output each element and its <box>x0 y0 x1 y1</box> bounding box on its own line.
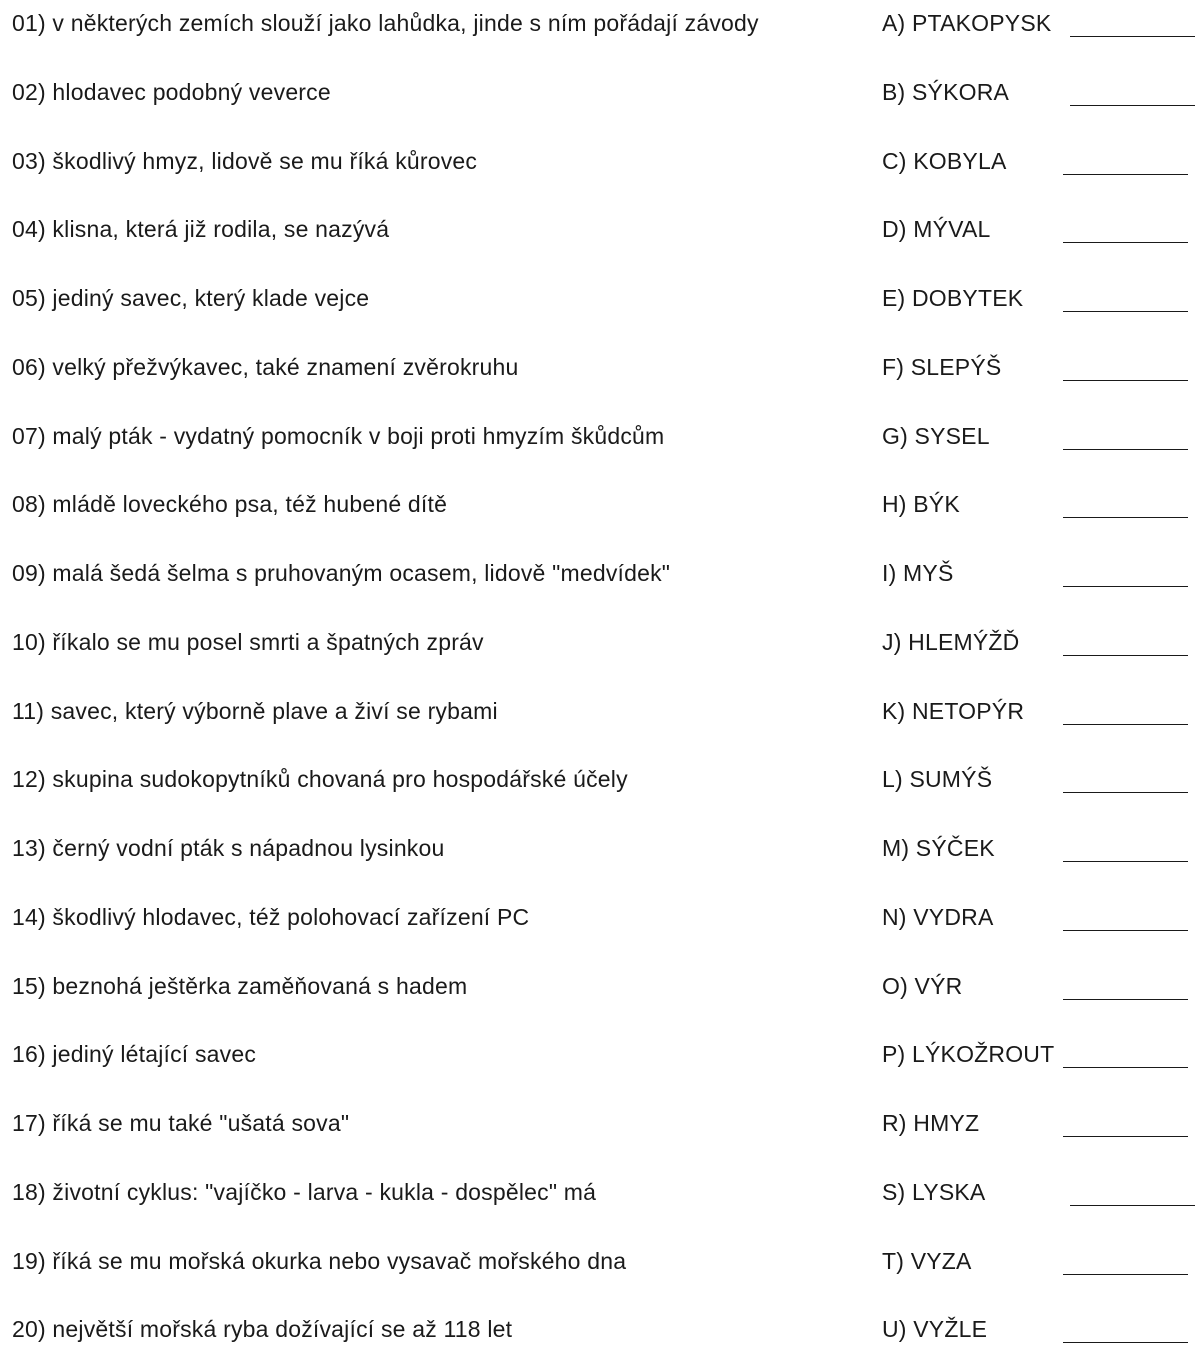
answer-blank-line[interactable] <box>1063 655 1188 656</box>
clue-text: 07) malý pták - vydatný pomocník v boji proti hmyzím škůdcům <box>12 422 665 449</box>
clue-text: 19) říká se mu mořská okurka nebo vysavač mořského dna <box>12 1247 627 1274</box>
worksheet-row <box>0 415 1200 455</box>
answer-blank-line[interactable] <box>1063 449 1188 450</box>
answer-option: T) VYZA <box>882 1247 972 1274</box>
clue-text: 12) skupina sudokopytníků chovaná pro hospodářské účely <box>12 766 628 793</box>
answer-option: M) SÝČEK <box>882 835 995 861</box>
worksheet-row <box>0 1308 1200 1348</box>
answer-blank-line[interactable] <box>1063 311 1188 312</box>
worksheet-row <box>0 965 1200 1005</box>
worksheet-row <box>0 1171 1200 1211</box>
answer-option: B) SÝKORA <box>882 78 1010 105</box>
clue-text: 08) mládě loveckého psa, též hubené dítě <box>12 491 448 518</box>
worksheet-row <box>0 690 1200 730</box>
answer-option: P) LÝKOŽROUT <box>882 1041 1055 1068</box>
answer-option: H) BÝK <box>882 491 960 518</box>
clue-text: 11) savec, který výborně plave a živí se rybami <box>12 697 498 724</box>
worksheet-row <box>0 758 1200 798</box>
clue-text: 20) největší mořská ryba dožívající se až 118 let <box>12 1316 513 1343</box>
clue-text: 09) malá šedá šelma s pruhovaným ocasem, lidově "medvídek" <box>12 560 671 586</box>
worksheet-row <box>0 277 1200 317</box>
answer-option: F) SLEPÝŠ <box>882 353 1002 380</box>
answer-blank-line[interactable] <box>1070 1205 1195 1206</box>
answer-blank-line[interactable] <box>1063 999 1188 1000</box>
answer-option: K) NETOPÝR <box>882 697 1025 724</box>
worksheet-row <box>0 2 1200 42</box>
worksheet-row <box>0 140 1200 180</box>
answer-option: A) PTAKOPYSK <box>882 10 1052 36</box>
clue-text: 18) životní cyklus: "vajíčko - larva - kukla - dospělec" má <box>12 1178 597 1205</box>
clue-text: 17) říká se mu také "ušatá sova" <box>12 1110 350 1136</box>
worksheet-row <box>0 896 1200 936</box>
answer-blank-line[interactable] <box>1063 1342 1188 1343</box>
worksheet-row <box>0 552 1200 592</box>
answer-option: G) SYSEL <box>882 422 990 449</box>
clue-text: 05) jediný savec, který klade vejce <box>12 285 370 311</box>
worksheet-row <box>0 346 1200 386</box>
answer-blank-line[interactable] <box>1070 105 1195 106</box>
answer-blank-line[interactable] <box>1063 586 1188 587</box>
answer-blank-line[interactable] <box>1063 174 1188 175</box>
answer-option: R) HMYZ <box>882 1110 980 1136</box>
worksheet-row <box>0 1033 1200 1073</box>
answer-option: N) VYDRA <box>882 903 994 930</box>
answer-option: E) DOBYTEK <box>882 285 1024 311</box>
answer-option: J) HLEMÝŽĎ <box>882 628 1020 655</box>
answer-blank-line[interactable] <box>1063 1067 1188 1068</box>
answer-blank-line[interactable] <box>1063 724 1188 725</box>
worksheet-row <box>0 483 1200 523</box>
answer-blank-line[interactable] <box>1070 36 1195 37</box>
answer-option: L) SUMÝŠ <box>882 766 993 793</box>
answer-option: S) LYSKA <box>882 1178 986 1205</box>
answer-option: O) VÝR <box>882 972 963 999</box>
answer-option: I) MYŠ <box>882 560 954 586</box>
answer-blank-line[interactable] <box>1063 1136 1188 1137</box>
clue-text: 16) jediný létající savec <box>12 1041 257 1068</box>
answer-option: D) MÝVAL <box>882 216 991 243</box>
worksheet-row <box>0 621 1200 661</box>
clue-text: 03) škodlivý hmyz, lidově se mu říká kůrovec <box>12 147 478 174</box>
clue-text: 13) černý vodní pták s nápadnou lysinkou <box>12 835 445 861</box>
clue-text: 01) v některých zemích slouží jako lahůdka, jinde s ním pořádají závody <box>12 10 759 36</box>
clue-text: 15) beznohá ještěrka zaměňovaná s hadem <box>12 972 468 999</box>
worksheet-row <box>0 1102 1200 1142</box>
worksheet-row <box>0 827 1200 867</box>
worksheet-row <box>0 71 1200 111</box>
answer-blank-line[interactable] <box>1063 517 1188 518</box>
clue-text: 04) klisna, která již rodila, se nazývá <box>12 216 390 243</box>
worksheet-row <box>0 1240 1200 1280</box>
worksheet-row <box>0 208 1200 248</box>
answer-blank-line[interactable] <box>1063 861 1188 862</box>
clue-text: 02) hlodavec podobný veverce <box>12 78 331 105</box>
answer-blank-line[interactable] <box>1063 930 1188 931</box>
clue-text: 06) velký přežvýkavec, také znamení zvěrokruhu <box>12 353 519 380</box>
answer-option: C) KOBYLA <box>882 147 1007 174</box>
clue-text: 14) škodlivý hlodavec, též polohovací zařízení PC <box>12 903 530 930</box>
answer-blank-line[interactable] <box>1063 792 1188 793</box>
answer-blank-line[interactable] <box>1063 380 1188 381</box>
answer-option: U) VYŽLE <box>882 1316 988 1343</box>
answer-blank-line[interactable] <box>1063 1274 1188 1275</box>
answer-blank-line[interactable] <box>1063 242 1188 243</box>
clue-text: 10) říkalo se mu posel smrti a špatných zpráv <box>12 628 484 655</box>
